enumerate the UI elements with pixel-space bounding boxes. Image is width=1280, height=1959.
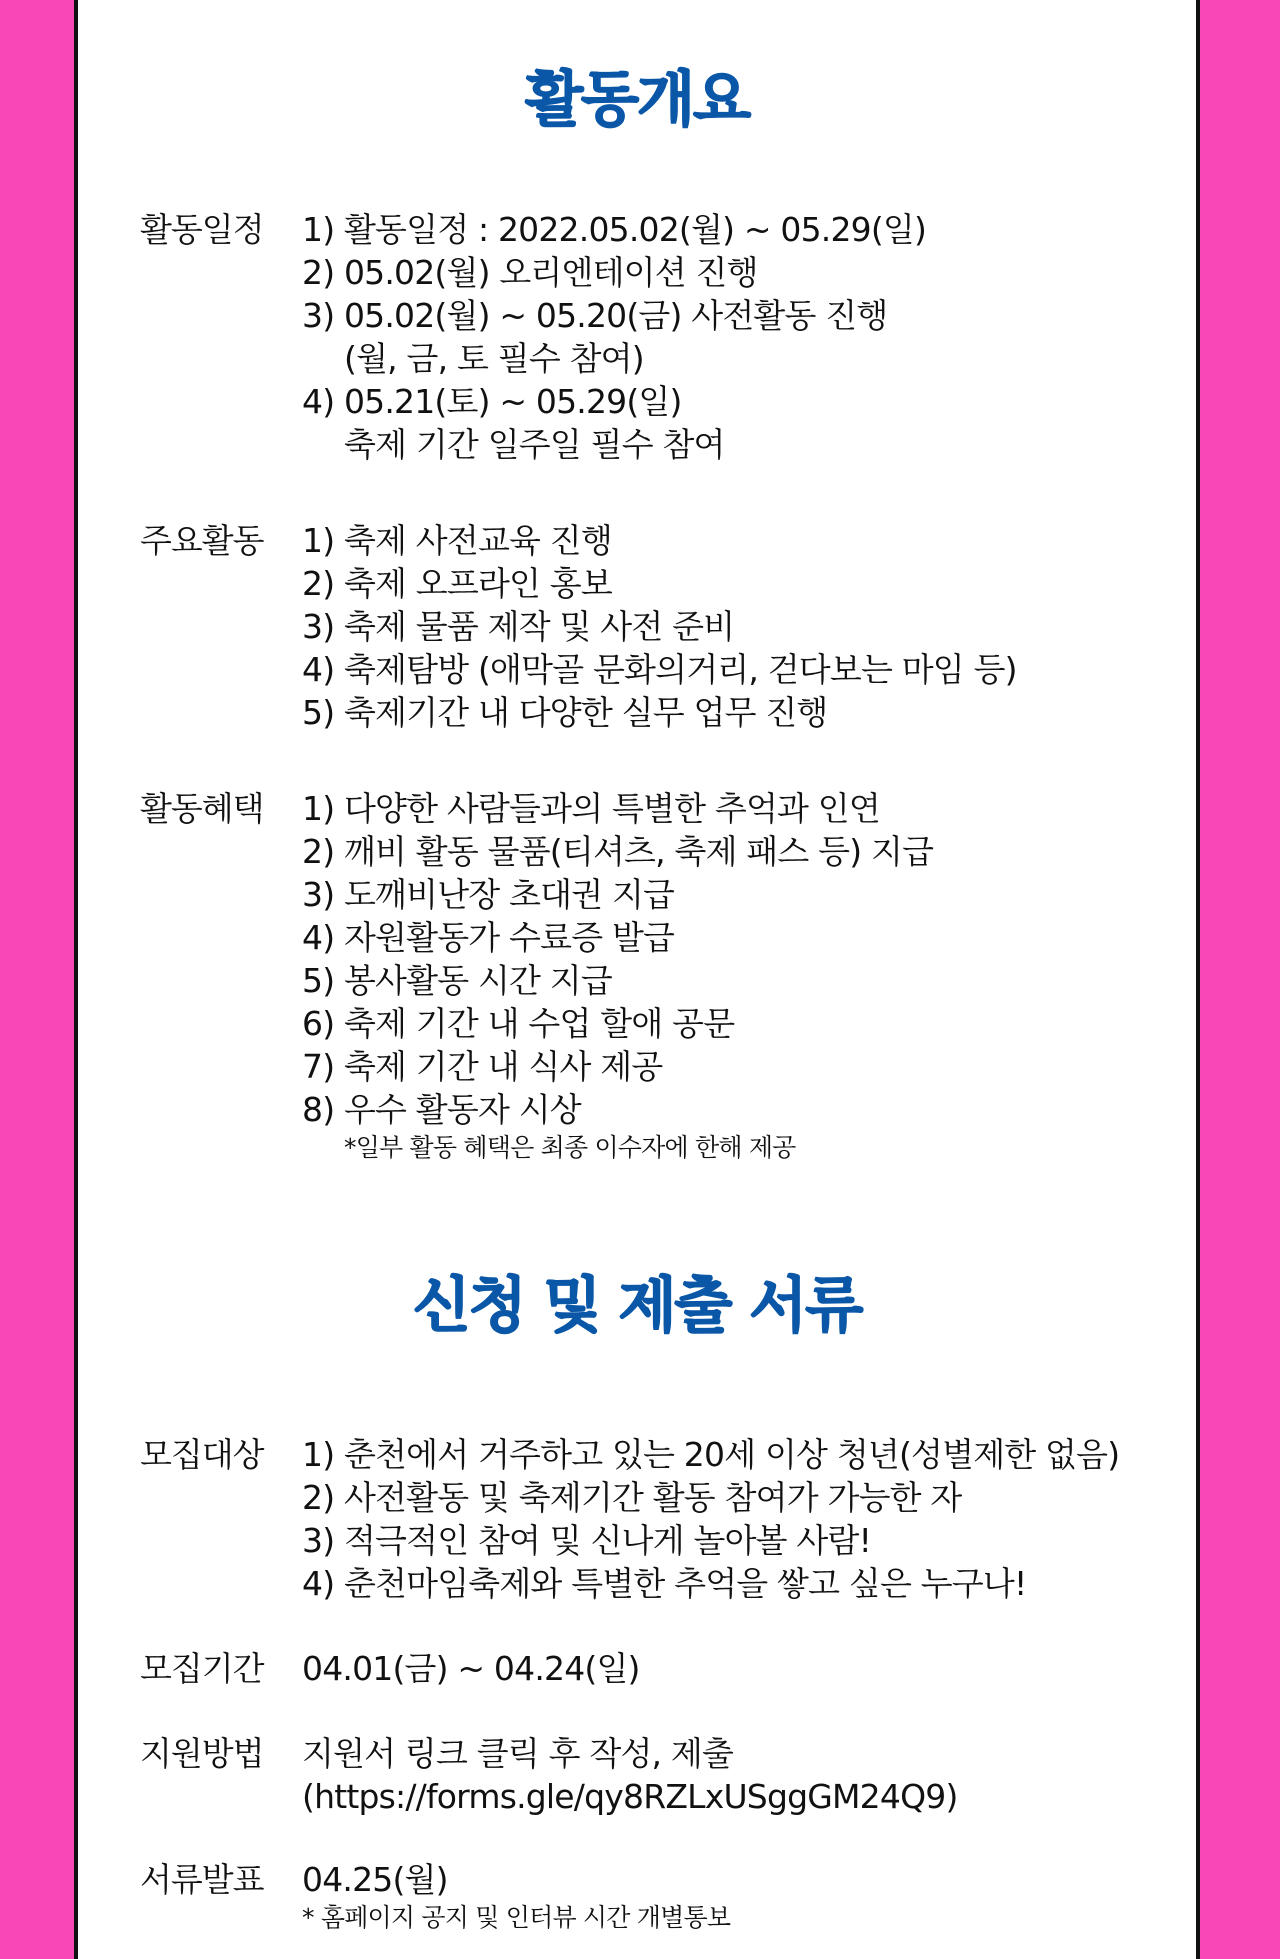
target-list <box>302 1433 1119 1605</box>
schedule-label: 활동일정 <box>140 210 264 249</box>
list-item: 2) 05.02(월) 오리엔테이션 진행 <box>302 253 758 292</box>
schedule-list <box>302 208 926 466</box>
list-item: 축제 기간 일주일 필수 참여 <box>344 425 725 464</box>
benefits-list <box>302 787 933 1165</box>
announcement-note: * 홈페이지 공지 및 인터뷰 시간 개별통보 <box>302 1903 731 1932</box>
list-item: 1) 활동일정 : 2022.05.02(월) ~ 05.29(일) <box>302 210 927 249</box>
list-item: 4) 춘천마임축제와 특별한 추억을 쌓고 싶은 누구나! <box>302 1564 1027 1603</box>
list-item: 6) 축제 기간 내 수업 할애 공문 <box>302 1004 735 1043</box>
list-item: 1) 축제 사전교육 진행 <box>302 521 612 560</box>
list-item: 2) 축제 오프라인 홍보 <box>302 564 612 603</box>
announcement-list <box>302 1858 730 1935</box>
list-item: 3) 05.02(월) ~ 05.20(금) 사전활동 진행 <box>302 296 888 335</box>
list-item: 1) 춘천에서 거주하고 있는 20세 이상 청년(성별제한 없음) <box>302 1435 1120 1474</box>
list-item: 지원서 링크 클릭 후 작성, 제출 <box>302 1734 734 1773</box>
method-label: 지원방법 <box>140 1734 264 1773</box>
list-item: 8) 우수 활동자 시상 <box>302 1090 581 1129</box>
content-panel <box>74 0 1200 1959</box>
announcement-label: 서류발표 <box>140 1860 264 1899</box>
list-item: 3) 축제 물품 제작 및 사전 준비 <box>302 607 735 646</box>
list-item: 2) 사전활동 및 축제기간 활동 참여가 가능한 자 <box>302 1478 962 1517</box>
target-label: 모집대상 <box>140 1435 264 1474</box>
list-item: 5) 축제기간 내 다양한 실무 업무 진행 <box>302 693 828 732</box>
list-item: 3) 도깨비난장 초대권 지급 <box>302 875 675 914</box>
list-item: 7) 축제 기간 내 식사 제공 <box>302 1047 663 1086</box>
list-item: 4) 축제탐방 (애막골 문화의거리, 걷다보는 마임 등) <box>302 650 1017 689</box>
main-activities-list <box>302 519 1017 734</box>
period-list <box>302 1647 640 1690</box>
list-item: 5) 봉사활동 시간 지급 <box>302 961 612 1000</box>
list-item: 4) 05.21(토) ~ 05.29(일) <box>302 382 682 421</box>
period-label: 모집기간 <box>140 1649 264 1688</box>
list-item: 3) 적극적인 참여 및 신나게 놀아볼 사람! <box>302 1521 872 1560</box>
list-item: 2) 깨비 활동 물품(티셔츠, 축제 패스 등) 지급 <box>302 832 934 871</box>
benefits-note: *일부 활동 혜택은 최종 이수자에 한해 제공 <box>344 1133 796 1162</box>
method-list <box>302 1732 958 1818</box>
list-item: 4) 자원활동가 수료증 발급 <box>302 918 675 957</box>
benefits-label: 활동혜택 <box>140 789 264 828</box>
list-item: (월, 금, 토 필수 참여) <box>344 339 644 378</box>
main-activities-label: 주요활동 <box>140 521 264 560</box>
application-link[interactable]: (https://forms.gle/qy8RZLxUSggGM24Q9) <box>302 1777 958 1816</box>
list-item: 04.25(월) <box>302 1860 448 1899</box>
list-item: 04.01(금) ~ 04.24(일) <box>302 1649 640 1688</box>
section-title-overview: 활동개요 <box>525 65 749 135</box>
section-title-application: 신청 및 제출 서류 <box>412 1271 862 1341</box>
list-item: 1) 다양한 사람들과의 특별한 추억과 인연 <box>302 789 880 828</box>
